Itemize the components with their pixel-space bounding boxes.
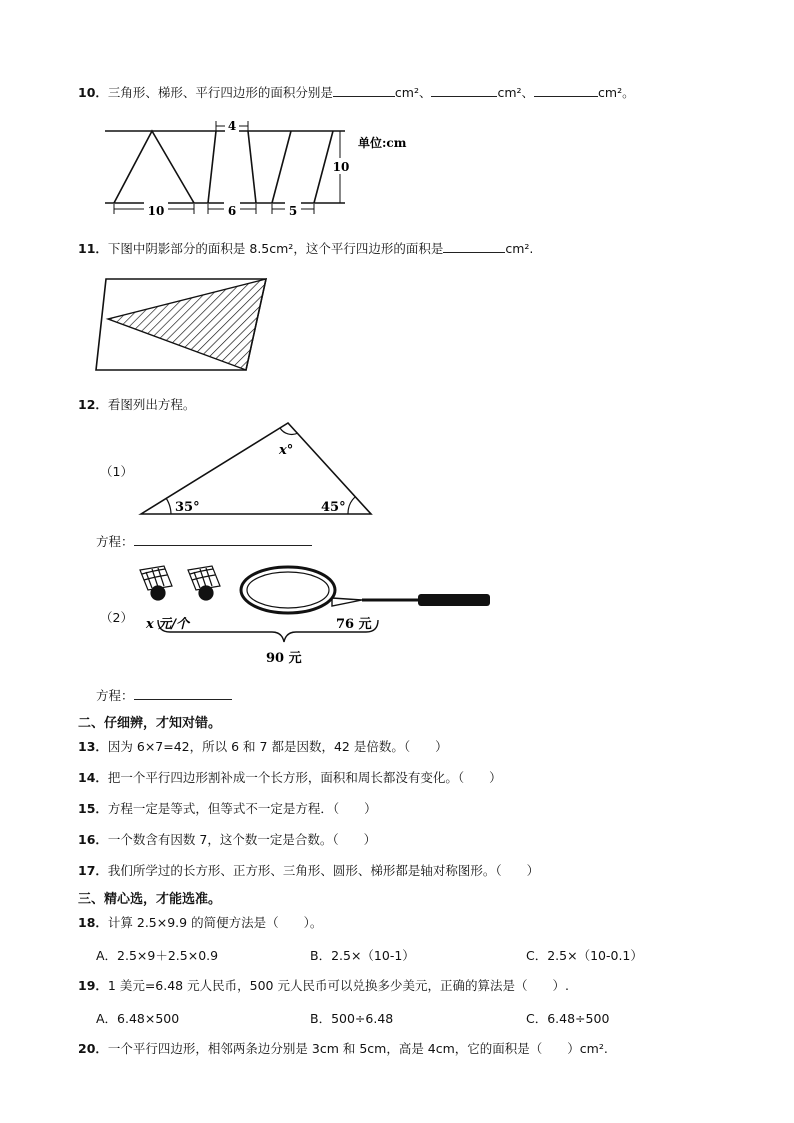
question-19 <box>78 977 569 995</box>
base-label-10: 10 <box>147 204 165 218</box>
option-a[interactable]: A．2.5×9＋2.5×0.9 <box>96 948 219 963</box>
shapes-figure <box>100 112 430 222</box>
question-text: 计算 2.5×9.9 的简便方法是（ ）。 <box>107 915 323 930</box>
part-1-label: （1） <box>100 464 133 479</box>
racket-icon <box>241 567 490 613</box>
option-a[interactable]: A．6.48×500 <box>96 1011 180 1026</box>
parallelogram-figure <box>90 272 280 382</box>
equation-label: 方程： <box>96 688 134 703</box>
option-c[interactable]: C．6.48÷500 <box>526 1011 610 1026</box>
question-20 <box>78 1040 608 1058</box>
question-text: 方程一定是等式，但等式不一定是方程．（ ） <box>107 801 377 816</box>
equation-row-1 <box>96 532 312 550</box>
question-number: 19． <box>78 978 108 993</box>
angle-x: x° <box>279 443 294 458</box>
question-number: 16． <box>78 832 108 847</box>
answer-blank[interactable] <box>534 84 598 97</box>
question-number: 17． <box>78 863 108 878</box>
unit-label: 单位:cm <box>358 136 407 150</box>
option-b[interactable]: B．2.5×（10-1） <box>310 948 415 963</box>
part-2-label: （2） <box>100 610 133 625</box>
question-text: 把一个平行四边形割补成一个长方形，面积和周长都没有变化。（ ） <box>107 770 502 785</box>
question-number: 18． <box>78 915 108 930</box>
question-number: 14． <box>78 770 108 785</box>
unit-text: cm²。 <box>598 85 635 100</box>
question-text: 因为 6×7=42，所以 6 和 7 都是因数，42 是倍数。（ ） <box>107 739 448 754</box>
equation-row-2 <box>96 686 232 704</box>
question-10 <box>78 84 635 102</box>
question-number: 11． <box>78 241 108 256</box>
question-text: 下图中阴影部分的面积是 8.5cm²，这个平行四边形的面积是 <box>107 241 444 256</box>
question-number: 10． <box>78 85 108 100</box>
question-18 <box>78 914 322 932</box>
option-b[interactable]: B．500÷6.48 <box>310 1011 394 1026</box>
option-c[interactable]: C．2.5×（10-0.1） <box>526 948 643 963</box>
racket-price-label: 76 元 <box>336 617 372 632</box>
question-15 <box>78 800 377 818</box>
question-13 <box>78 738 448 756</box>
answer-blank[interactable] <box>431 84 497 97</box>
question-text: 一个数含有因数 7，这个数一定是合数。（ ） <box>107 832 377 847</box>
shaded-triangle <box>108 279 266 370</box>
question-text: 一个平行四边形，相邻两条边分别是 3cm 和 5cm，高是 4cm，它的面积是（ ）cm². <box>107 1041 608 1056</box>
base-label-5: 5 <box>288 204 298 218</box>
question-text: 1 美元=6.48 元人民币，500 元人民币可以兑换多少美元，正确的算法是（ ）. <box>107 978 569 993</box>
triangle-figure <box>135 418 380 522</box>
base-label-6: 6 <box>227 204 237 218</box>
angle-35: 35° <box>175 500 200 515</box>
top-label-4: 4 <box>227 119 237 133</box>
height-label-10: 10 <box>332 160 350 174</box>
answer-blank[interactable] <box>333 84 395 97</box>
unit-text: cm²、 <box>497 85 535 100</box>
equation-blank[interactable] <box>134 687 232 700</box>
badminton-figure <box>136 560 496 675</box>
total-price-label: 90 元 <box>266 651 302 666</box>
question-number: 20． <box>78 1041 108 1056</box>
shuttle-price-label: x 元/个 <box>146 617 190 632</box>
question-text: 看图列出方程。 <box>107 397 196 412</box>
shuttlecock-icon <box>188 566 220 600</box>
question-text: 我们所学过的长方形、正方形、三角形、圆形、梯形都是轴对称图形。（ ） <box>107 863 540 878</box>
question-12 <box>78 396 195 414</box>
question-number: 12． <box>78 397 108 412</box>
answer-blank[interactable] <box>443 240 505 253</box>
question-number: 15． <box>78 801 108 816</box>
question-text: 三角形、梯形、平行四边形的面积分别是 <box>107 85 333 100</box>
equation-blank[interactable] <box>134 533 312 546</box>
question-14 <box>78 769 502 787</box>
unit-text: cm². <box>505 241 534 256</box>
section-2-heading: 二、仔细辨，才知对错。 <box>78 716 222 731</box>
section-3-heading: 三、精心选，才能选准。 <box>78 892 222 907</box>
equation-label: 方程： <box>96 534 134 549</box>
question-number: 13． <box>78 739 108 754</box>
question-17 <box>78 862 539 880</box>
shuttlecock-icon <box>140 566 172 600</box>
question-16 <box>78 831 376 849</box>
question-11 <box>78 240 533 258</box>
angle-45: 45° <box>321 500 346 515</box>
unit-text: cm²、 <box>394 85 432 100</box>
